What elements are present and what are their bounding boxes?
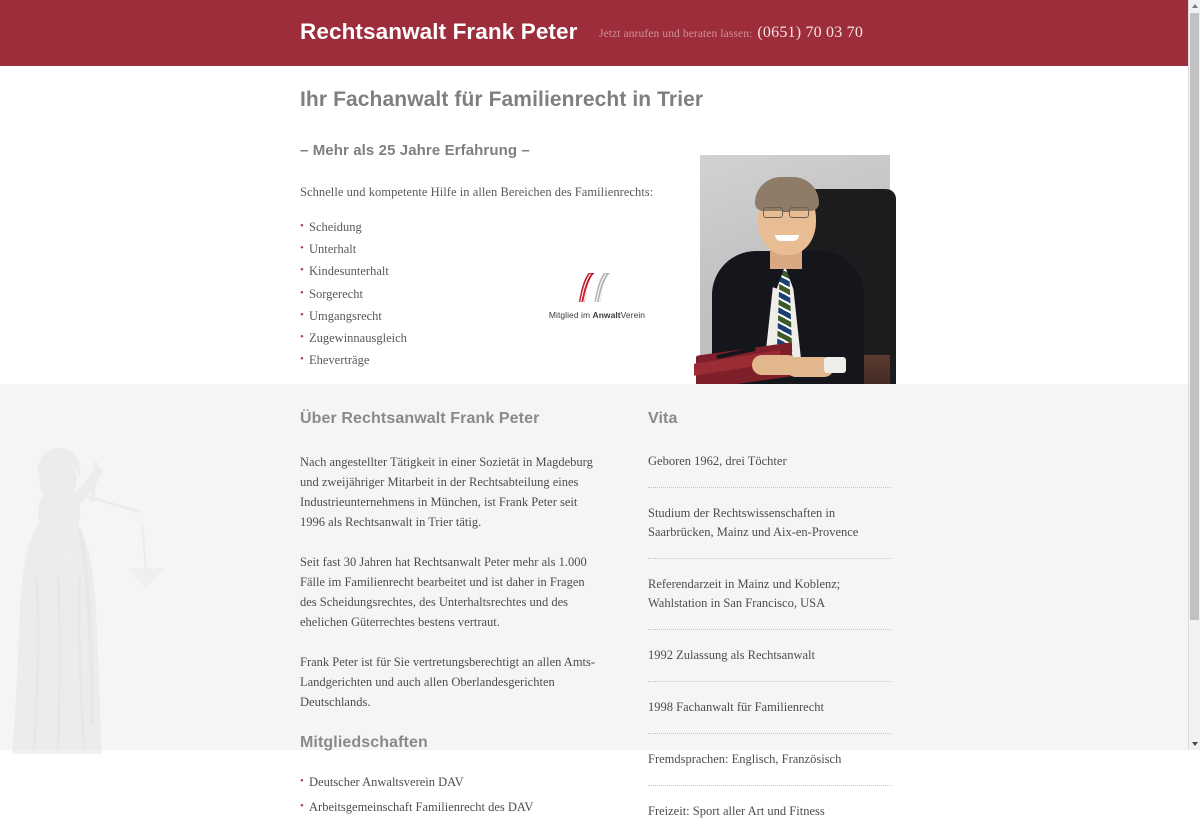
- photo-hair: [755, 177, 819, 211]
- list-item: • Unterhalt: [300, 243, 670, 255]
- list-item: Referendarzeit in Mainz und Koblenz; Wahlstation in San Francisco, USA: [648, 559, 892, 630]
- about-paragraph: Nach angestellter Tätigkeit in einer Sozietät in Magdeburg und zweijähriger Mitarbeit in der Rechtsabteilung eines Industrieunternehmens in München, ist Frank Peter seit 1996 als Rechtsanwalt in Trier tätig.: [300, 455, 593, 529]
- list-item: 1998 Fachanwalt für Familienrecht: [648, 682, 892, 734]
- about-paragraph: Seit fast 30 Jahren hat Rechtsanwalt Peter mehr als 1.000 Fälle im Familienrecht bearbeitet und ist daher in Fragen des Scheidungsrechtes, des Unterhaltsrechtes und des ehelichen Güterrechtes bestens vertraut.: [300, 555, 587, 629]
- list-item: Fremdsprachen: Englisch, Französisch: [648, 734, 892, 786]
- badge-prefix: Mitglied im: [548, 310, 593, 320]
- hero-section: [0, 66, 1188, 384]
- lower-section: [0, 384, 1188, 818]
- about-heading: Über Rechtsanwalt Frank Peter: [300, 410, 540, 427]
- list-item: • Sorgerecht: [300, 288, 670, 300]
- call-label: Jetzt anrufen und beraten lassen:: [599, 28, 753, 40]
- scroll-down-arrow-icon[interactable]: [1189, 738, 1200, 750]
- list-item: Geboren 1962, drei Töchter: [648, 452, 892, 488]
- vita-heading: Vita: [648, 410, 678, 427]
- list-item: • Zugewinnausgleich: [300, 332, 670, 344]
- list-item: • Arbeitsgemeinschaft Familienrecht des DAV: [300, 801, 600, 814]
- list-item: • Deutscher Anwaltsverein DAV: [300, 776, 600, 789]
- header-inner: [300, 0, 900, 66]
- list-item: • Kindesunterhalt: [300, 265, 670, 277]
- badge-bold: Anwalt: [592, 310, 621, 320]
- anwaltverein-badge: [547, 271, 647, 320]
- photo-glasses-bridge: [783, 211, 789, 212]
- about-paragraph: Frank Peter ist für Sie vertretungsberechtigt an allen Amts- Landgerichten und auch allen Oberlandesgerichten Deutschlands.: [300, 655, 596, 709]
- list-item: • Eheverträge: [300, 354, 670, 366]
- hero-lead-text: Schnelle und kompetente Hilfe in allen Bereichen des Familienrechts:: [300, 185, 654, 199]
- list-item: • Scheidung: [300, 221, 670, 233]
- memberships-heading: Mitgliedschaften: [300, 734, 428, 751]
- badge-suffix: Verein: [620, 310, 646, 320]
- photo-smile: [775, 235, 799, 241]
- memberships-list: [300, 776, 600, 814]
- portrait-photo: [700, 155, 890, 395]
- site-title: Rechtsanwalt Frank Peter: [300, 19, 578, 44]
- lady-justice-watermark-icon: [0, 424, 176, 754]
- hero-text-column: [300, 88, 704, 376]
- vertical-scrollbar[interactable]: [1188, 0, 1200, 750]
- list-item: • Umgangsrecht: [300, 310, 670, 322]
- list-item: Freizeit: Sport aller Art und Fitness: [648, 804, 825, 818]
- photo-cuff: [824, 357, 846, 373]
- anwaltverein-logo-icon: [575, 271, 620, 304]
- anwaltverein-badge-text: [547, 310, 647, 320]
- list-item: Studium der Rechtswissenschaften in Saarbrücken, Mainz und Aix-en-Provence: [648, 488, 892, 559]
- site-header: [0, 0, 1188, 66]
- page-title: Ihr Fachanwalt für Familienrecht in Trier: [300, 88, 704, 111]
- scroll-up-arrow-icon[interactable]: [1189, 0, 1200, 12]
- phone-number-link[interactable]: (0651) 70 03 70: [757, 24, 864, 41]
- scrollbar-thumb[interactable]: [1190, 13, 1199, 620]
- photo-glasses-right: [789, 207, 809, 218]
- photo-glasses-left: [763, 207, 783, 218]
- about-column: [300, 410, 600, 826]
- list-item: 1992 Zulassung als Rechtsanwalt: [648, 630, 892, 682]
- hero-subheading: – Mehr als 25 Jahre Erfahrung –: [300, 142, 530, 159]
- call-to-action: [599, 24, 863, 42]
- vita-column: [648, 410, 892, 837]
